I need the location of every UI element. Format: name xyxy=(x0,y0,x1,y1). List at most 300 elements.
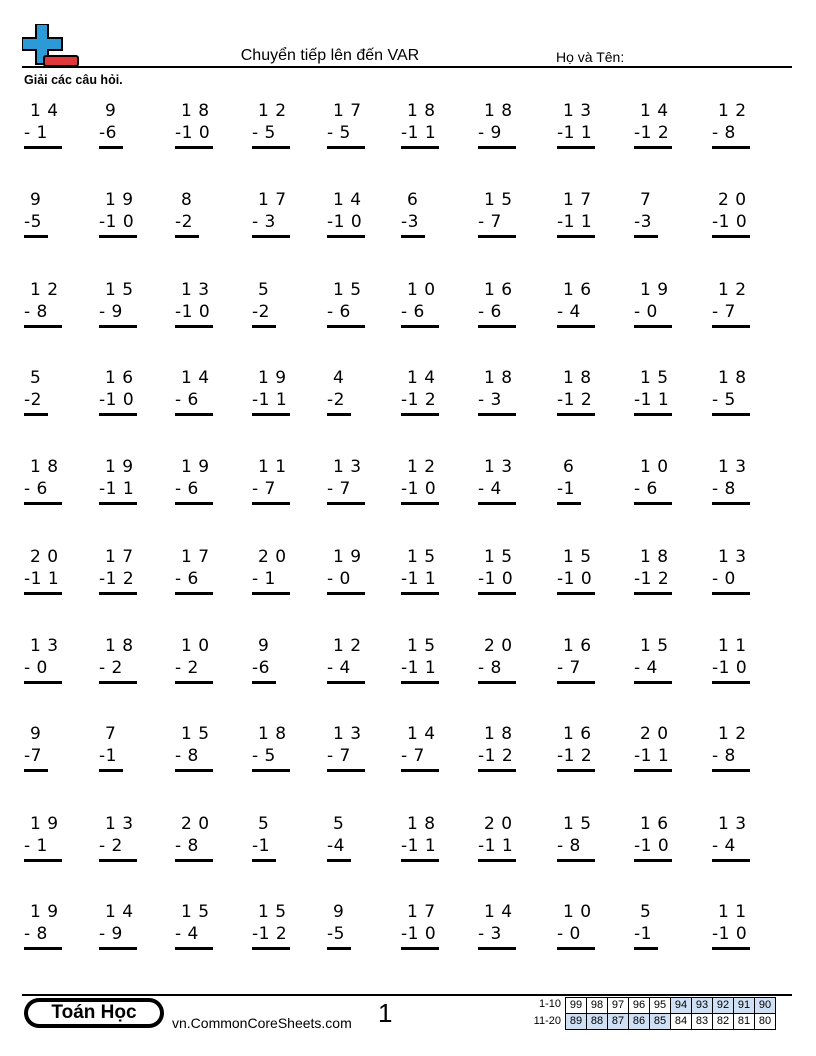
subtrahend: -6 xyxy=(99,123,117,143)
answer-line xyxy=(99,592,137,595)
minuend: 7 xyxy=(105,724,117,744)
answer-line xyxy=(478,859,516,862)
score-cell: 91 xyxy=(734,998,755,1014)
problem-item xyxy=(252,635,332,695)
answer-line xyxy=(712,859,750,862)
minuend: 1 9 xyxy=(181,457,210,477)
problem-item xyxy=(175,635,255,695)
minuend: 2 0 xyxy=(30,547,59,567)
answer-line xyxy=(557,769,595,772)
minuend: 1 8 xyxy=(407,814,436,834)
subtrahend: - 8 xyxy=(712,746,736,766)
subtrahend: - 7 xyxy=(478,212,502,232)
answer-line xyxy=(175,502,213,505)
subtrahend: - 7 xyxy=(712,302,736,322)
minuend: 1 6 xyxy=(640,814,669,834)
problem-item xyxy=(24,813,104,873)
subtrahend: - 8 xyxy=(557,836,581,856)
problem-item xyxy=(634,367,714,427)
subtrahend: -7 xyxy=(24,746,42,766)
score-cell: 84 xyxy=(671,1014,692,1030)
problem-item xyxy=(478,901,558,961)
minuend: 5 xyxy=(333,814,345,834)
minuend: 2 0 xyxy=(484,636,513,656)
problem-item xyxy=(712,901,792,961)
problem-item xyxy=(175,100,255,160)
minuend: 1 5 xyxy=(105,280,134,300)
problem-item xyxy=(401,367,481,427)
answer-line xyxy=(175,769,213,772)
problem-item xyxy=(401,456,481,516)
answer-line xyxy=(175,947,213,950)
answer-line xyxy=(634,413,672,416)
problem-item xyxy=(327,901,407,961)
minuend: 1 2 xyxy=(407,457,436,477)
answer-line xyxy=(478,769,516,772)
minuend: 1 8 xyxy=(258,724,287,744)
subtrahend: - 0 xyxy=(634,302,658,322)
minuend: 5 xyxy=(258,814,270,834)
minuend: 1 7 xyxy=(181,547,210,567)
answer-line xyxy=(24,235,48,238)
answer-line xyxy=(401,592,439,595)
answer-line xyxy=(478,325,516,328)
minuend: 1 4 xyxy=(640,101,669,121)
answer-line xyxy=(401,769,439,772)
problem-item xyxy=(634,189,714,249)
score-table xyxy=(565,997,776,1030)
problem-item xyxy=(252,456,332,516)
minuend: 1 3 xyxy=(718,814,747,834)
problem-item xyxy=(252,279,332,339)
answer-line xyxy=(712,681,750,684)
subtrahend: - 4 xyxy=(327,658,351,678)
minuend: 1 3 xyxy=(105,814,134,834)
problem-item xyxy=(478,279,558,339)
minuend: 1 5 xyxy=(563,547,592,567)
score-cell: 92 xyxy=(713,998,734,1014)
answer-line xyxy=(557,502,581,505)
subtrahend: - 9 xyxy=(478,123,502,143)
subtrahend: -1 0 xyxy=(478,569,514,589)
footer-divider xyxy=(22,994,792,996)
answer-line xyxy=(252,681,276,684)
problem-item xyxy=(24,546,104,606)
minuend: 2 0 xyxy=(640,724,669,744)
answer-line xyxy=(634,769,672,772)
problem-item xyxy=(24,635,104,695)
problem-item xyxy=(634,635,714,695)
worksheet-title: Chuyển tiếp lên đến VAR xyxy=(240,47,420,64)
minuend: 1 2 xyxy=(718,280,747,300)
subtrahend: -1 0 xyxy=(634,836,670,856)
minuend: 1 3 xyxy=(333,457,362,477)
minuend: 1 2 xyxy=(258,101,287,121)
problem-item xyxy=(252,813,332,873)
minuend: 1 0 xyxy=(407,280,436,300)
minuend: 6 xyxy=(407,190,419,210)
problem-item xyxy=(478,723,558,783)
subtrahend: - 4 xyxy=(175,924,199,944)
minuend: 1 8 xyxy=(407,101,436,121)
minuend: 1 8 xyxy=(563,368,592,388)
answer-line xyxy=(712,413,750,416)
minuend: 1 4 xyxy=(105,902,134,922)
subtrahend: - 8 xyxy=(175,836,199,856)
minuend: 1 3 xyxy=(718,457,747,477)
minuend: 5 xyxy=(258,280,270,300)
problem-item xyxy=(99,635,179,695)
answer-line xyxy=(99,859,137,862)
answer-line xyxy=(99,947,137,950)
answer-line xyxy=(557,859,595,862)
subtrahend: - 5 xyxy=(712,390,736,410)
minuend: 1 8 xyxy=(30,457,59,477)
answer-line xyxy=(175,146,213,149)
subtrahend: - 0 xyxy=(557,924,581,944)
problem-item xyxy=(327,813,407,873)
answer-line xyxy=(401,413,439,416)
minuend: 4 xyxy=(333,368,345,388)
answer-line xyxy=(478,592,516,595)
problem-item xyxy=(327,456,407,516)
answer-line xyxy=(175,592,213,595)
subtrahend: -3 xyxy=(634,212,652,232)
problem-item xyxy=(327,546,407,606)
subtrahend: -1 0 xyxy=(99,390,135,410)
problem-item xyxy=(712,723,792,783)
answer-line xyxy=(634,235,658,238)
subtrahend: - 4 xyxy=(478,479,502,499)
answer-line xyxy=(327,502,365,505)
answer-line xyxy=(712,947,750,950)
minuend: 1 6 xyxy=(563,636,592,656)
site-url: vn.CommonCoreSheets.com xyxy=(172,1015,352,1031)
answer-line xyxy=(99,235,137,238)
problem-item xyxy=(175,723,255,783)
answer-line xyxy=(24,502,62,505)
subtrahend: -5 xyxy=(24,212,42,232)
problem-item xyxy=(478,100,558,160)
answer-line xyxy=(252,859,276,862)
answer-line xyxy=(327,769,365,772)
minuend: 1 2 xyxy=(30,280,59,300)
problem-item xyxy=(634,901,714,961)
problem-item xyxy=(401,189,481,249)
brand-label: Toán Học xyxy=(28,1002,160,1024)
problem-item xyxy=(478,635,558,695)
subtrahend: -1 2 xyxy=(557,390,593,410)
subtrahend: -1 1 xyxy=(24,569,60,589)
answer-line xyxy=(557,413,595,416)
problem-item xyxy=(327,279,407,339)
subtrahend: -1 0 xyxy=(401,479,437,499)
minuend: 1 4 xyxy=(30,101,59,121)
subtrahend: - 8 xyxy=(24,924,48,944)
problem-item xyxy=(24,189,104,249)
subtrahend: -1 1 xyxy=(634,746,670,766)
subtrahend: -1 1 xyxy=(557,123,593,143)
problem-item xyxy=(99,100,179,160)
answer-line xyxy=(99,413,137,416)
answer-line xyxy=(634,592,672,595)
answer-line xyxy=(99,769,123,772)
subtrahend: - 1 xyxy=(24,836,48,856)
score-cell: 99 xyxy=(566,998,587,1014)
subtrahend: - 2 xyxy=(99,658,123,678)
subtrahend: - 6 xyxy=(175,569,199,589)
answer-line xyxy=(24,146,62,149)
subtrahend: -2 xyxy=(175,212,193,232)
problem-item xyxy=(99,189,179,249)
brand-badge xyxy=(24,998,164,1028)
minuend: 1 8 xyxy=(484,724,513,744)
answer-line xyxy=(252,235,290,238)
answer-line xyxy=(175,681,213,684)
subtrahend: - 7 xyxy=(327,746,351,766)
answer-line xyxy=(99,325,137,328)
subtrahend: - 0 xyxy=(24,658,48,678)
answer-line xyxy=(24,592,62,595)
answer-line xyxy=(252,325,276,328)
problem-item xyxy=(252,100,332,160)
answer-line xyxy=(712,146,750,149)
subtrahend: -1 1 xyxy=(478,836,514,856)
problem-item xyxy=(327,100,407,160)
problem-item xyxy=(712,635,792,695)
answer-line xyxy=(252,592,290,595)
minuend: 1 3 xyxy=(181,280,210,300)
subtrahend: - 5 xyxy=(252,746,276,766)
minuend: 1 4 xyxy=(181,368,210,388)
subtrahend: - 4 xyxy=(634,658,658,678)
subtrahend: - 7 xyxy=(557,658,581,678)
minuend: 1 3 xyxy=(333,724,362,744)
subtrahend: -1 2 xyxy=(478,746,514,766)
subtrahend: -1 2 xyxy=(634,569,670,589)
minuend: 1 3 xyxy=(484,457,513,477)
problem-item xyxy=(478,367,558,427)
subtrahend: -4 xyxy=(327,836,345,856)
problem-item xyxy=(99,901,179,961)
answer-line xyxy=(327,146,365,149)
problem-item xyxy=(175,456,255,516)
score-row-label: 11-20 xyxy=(533,1015,561,1027)
answer-line xyxy=(712,502,750,505)
minuend: 1 7 xyxy=(407,902,436,922)
subtrahend: -1 2 xyxy=(401,390,437,410)
answer-line xyxy=(99,681,137,684)
minuend: 1 6 xyxy=(484,280,513,300)
minuend: 6 xyxy=(563,457,575,477)
score-row xyxy=(566,1014,776,1030)
minuend: 1 7 xyxy=(258,190,287,210)
problem-item xyxy=(634,813,714,873)
minuend: 1 3 xyxy=(30,636,59,656)
subtrahend: -1 2 xyxy=(99,569,135,589)
problem-item xyxy=(252,189,332,249)
score-cell: 82 xyxy=(713,1014,734,1030)
answer-line xyxy=(252,146,290,149)
minuend: 1 7 xyxy=(105,547,134,567)
problem-item xyxy=(557,546,637,606)
minuend: 1 8 xyxy=(718,368,747,388)
minuend: 1 1 xyxy=(258,457,287,477)
name-field-label: Họ và Tên: xyxy=(556,49,625,65)
answer-line xyxy=(24,325,62,328)
minuend: 1 8 xyxy=(484,368,513,388)
problem-item xyxy=(24,367,104,427)
minuend: 1 3 xyxy=(718,547,747,567)
problem-item xyxy=(24,100,104,160)
subtrahend: -5 xyxy=(327,924,345,944)
minuend: 1 4 xyxy=(407,724,436,744)
subtrahend: - 6 xyxy=(401,302,425,322)
answer-line xyxy=(327,413,351,416)
subtrahend: -1 0 xyxy=(175,123,211,143)
answer-line xyxy=(478,681,516,684)
subtrahend: -1 0 xyxy=(712,924,748,944)
answer-line xyxy=(712,325,750,328)
score-cell: 93 xyxy=(692,998,713,1014)
subtrahend: - 0 xyxy=(327,569,351,589)
subtrahend: -2 xyxy=(327,390,345,410)
score-cell: 89 xyxy=(566,1014,587,1030)
answer-line xyxy=(401,681,439,684)
answer-line xyxy=(24,681,62,684)
answer-line xyxy=(175,235,199,238)
problem-item xyxy=(557,100,637,160)
answer-line xyxy=(557,592,595,595)
minuend: 1 7 xyxy=(333,101,362,121)
minuend: 1 5 xyxy=(258,902,287,922)
minuend: 2 0 xyxy=(258,547,287,567)
answer-line xyxy=(401,947,439,950)
problem-item xyxy=(557,635,637,695)
minuend: 1 5 xyxy=(640,368,669,388)
minuend: 1 4 xyxy=(333,190,362,210)
subtrahend: -1 2 xyxy=(252,924,288,944)
answer-line xyxy=(401,235,425,238)
answer-line xyxy=(327,592,365,595)
subtrahend: - 8 xyxy=(24,302,48,322)
problem-item xyxy=(712,367,792,427)
answer-line xyxy=(401,859,439,862)
subtrahend: - 3 xyxy=(478,924,502,944)
minuend: 1 4 xyxy=(484,902,513,922)
answer-line xyxy=(401,325,439,328)
answer-line xyxy=(252,502,290,505)
score-cell: 86 xyxy=(629,1014,650,1030)
minuend: 1 0 xyxy=(640,457,669,477)
answer-line xyxy=(712,769,750,772)
answer-line xyxy=(401,502,439,505)
score-cell: 81 xyxy=(734,1014,755,1030)
problem-item xyxy=(401,100,481,160)
minuend: 9 xyxy=(258,636,270,656)
problem-item xyxy=(634,100,714,160)
problem-item xyxy=(634,723,714,783)
answer-line xyxy=(175,413,213,416)
problem-item xyxy=(401,635,481,695)
subtrahend: - 1 xyxy=(24,123,48,143)
minuend: 1 0 xyxy=(181,636,210,656)
problem-item xyxy=(252,367,332,427)
problem-item xyxy=(252,546,332,606)
minuend: 1 5 xyxy=(407,547,436,567)
problem-item xyxy=(557,367,637,427)
answer-line xyxy=(478,235,516,238)
problem-item xyxy=(327,367,407,427)
answer-line xyxy=(24,859,62,862)
problem-item xyxy=(478,813,558,873)
subtrahend: -2 xyxy=(24,390,42,410)
score-cell: 87 xyxy=(608,1014,629,1030)
problem-item xyxy=(99,279,179,339)
minuend: 1 5 xyxy=(640,636,669,656)
minuend: 9 xyxy=(30,724,42,744)
answer-line xyxy=(327,947,351,950)
subtrahend: - 5 xyxy=(327,123,351,143)
subtrahend: -1 0 xyxy=(712,212,748,232)
problem-item xyxy=(401,546,481,606)
score-row-label: 1-10 xyxy=(538,998,561,1010)
subtrahend: - 6 xyxy=(327,302,351,322)
minuend: 1 5 xyxy=(333,280,362,300)
problem-item xyxy=(175,901,255,961)
problem-item xyxy=(478,546,558,606)
subtrahend: -1 xyxy=(557,479,575,499)
subtrahend: -1 0 xyxy=(401,924,437,944)
minuend: 9 xyxy=(30,190,42,210)
answer-line xyxy=(252,947,290,950)
answer-line xyxy=(634,146,672,149)
score-cell: 90 xyxy=(755,998,776,1014)
problem-item xyxy=(99,367,179,427)
problem-item xyxy=(557,279,637,339)
subtrahend: - 1 xyxy=(252,569,276,589)
subtrahend: - 6 xyxy=(478,302,502,322)
subtrahend: - 0 xyxy=(712,569,736,589)
subtrahend: -3 xyxy=(401,212,419,232)
problem-item xyxy=(557,901,637,961)
answer-line xyxy=(327,859,351,862)
minuend: 1 2 xyxy=(718,724,747,744)
subtrahend: -1 0 xyxy=(99,212,135,232)
problem-item xyxy=(99,813,179,873)
instructions: Giải các câu hỏi. xyxy=(24,73,123,87)
score-cell: 83 xyxy=(692,1014,713,1030)
problem-item xyxy=(24,279,104,339)
subtrahend: -1 1 xyxy=(557,212,593,232)
problem-item xyxy=(99,546,179,606)
answer-line xyxy=(252,769,290,772)
minuend: 1 2 xyxy=(333,636,362,656)
subtrahend: - 8 xyxy=(478,658,502,678)
problem-item xyxy=(557,723,637,783)
answer-line xyxy=(175,859,213,862)
subtrahend: - 6 xyxy=(24,479,48,499)
score-cell: 96 xyxy=(629,998,650,1014)
minuend: 1 6 xyxy=(105,368,134,388)
subtrahend: -1 1 xyxy=(401,836,437,856)
page-number: 1 xyxy=(378,998,393,1028)
minuend: 1 6 xyxy=(563,280,592,300)
problem-item xyxy=(401,813,481,873)
problem-item xyxy=(712,100,792,160)
subtrahend: -1 xyxy=(634,924,652,944)
answer-line xyxy=(634,502,672,505)
